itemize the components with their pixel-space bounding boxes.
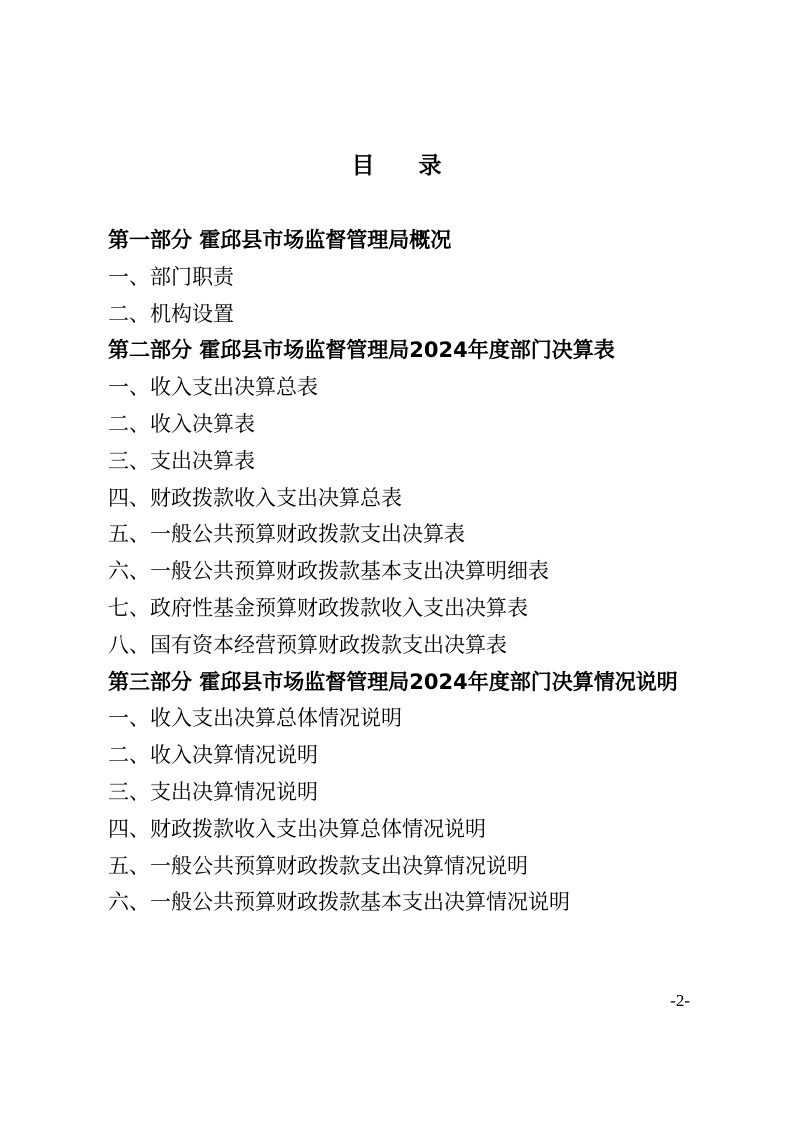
part-two-heading: 第二部分 霍邱县市场监督管理局2024年度部门决算表	[108, 338, 615, 363]
toc-title: 目 录	[351, 153, 460, 179]
toc-item: 六、一般公共预算财政拨款基本支出决算情况说明	[108, 890, 570, 915]
toc-item: 一、部门职责	[108, 264, 234, 289]
toc-item: 二、收入决算表	[108, 411, 255, 436]
toc-item: 四、财政拨款收入支出决算总体情况说明	[108, 816, 486, 841]
page-number: -2-	[670, 991, 690, 1010]
toc-item: 七、政府性基金预算财政拨款收入支出决算表	[108, 595, 528, 620]
part-one-heading: 第一部分 霍邱县市场监督管理局概况	[108, 228, 452, 252]
toc-item: 一、收入支出决算总体情况说明	[108, 706, 402, 731]
toc-item: 三、支出决算表	[108, 448, 255, 473]
toc-item: 三、支出决算情况说明	[108, 779, 318, 804]
toc-item: 一、收入支出决算总表	[108, 375, 318, 400]
toc-item: 二、收入决算情况说明	[108, 743, 318, 768]
part-three-heading: 第三部分 霍邱县市场监督管理局2024年度部门决算情况说明	[108, 669, 678, 694]
toc-item: 五、一般公共预算财政拨款支出决算情况说明	[108, 853, 528, 878]
toc-item: 二、机构设置	[108, 301, 234, 326]
toc-item: 五、一般公共预算财政拨款支出决算表	[108, 522, 465, 547]
toc-item: 四、财政拨款收入支出决算总表	[108, 485, 402, 510]
toc-item: 六、一般公共预算财政拨款基本支出决算明细表	[108, 559, 549, 584]
table-of-contents	[108, 222, 698, 921]
toc-item: 八、国有资本经营预算财政拨款支出决算表	[108, 632, 507, 657]
